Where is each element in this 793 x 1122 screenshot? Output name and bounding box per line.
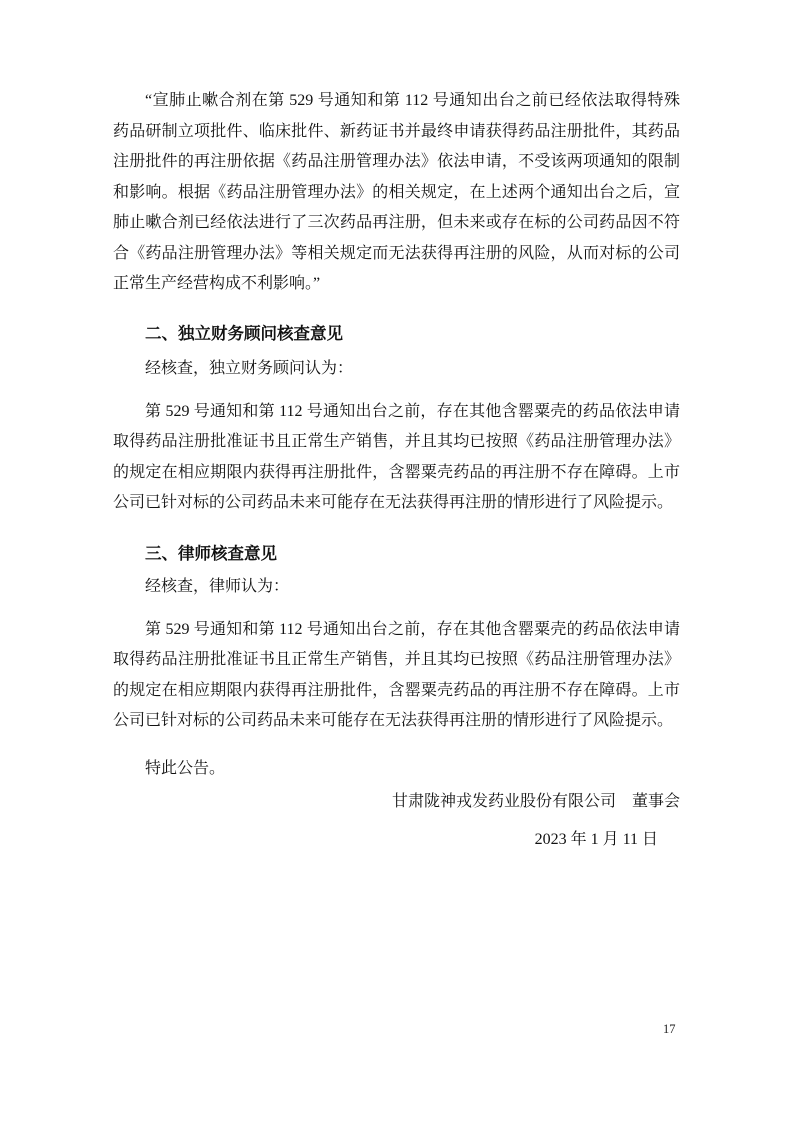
quoted-risk-paragraph <box>113 86 680 300</box>
text-line: 第 529 号通知和第 112 号通知出台之前，存在其他含罂粟壳的药品依法申请 <box>145 402 680 420</box>
text-line: 公司已针对标的公司药品未来可能存在无法获得再注册的情形进行了风险提示。 <box>113 494 674 511</box>
announcement-date: 2023 年 1 月 11 日 <box>534 830 658 848</box>
closing-statement: 特此公告。 <box>145 759 226 777</box>
text-line: 公司已针对标的公司药品未来可能存在无法获得再注册的情形进行了风险提示。 <box>113 712 674 729</box>
section-heading-lawyer-opinion: 三、律师核查意见 <box>145 544 277 563</box>
advisor-intro-line: 经核查，独立财务顾问认为： <box>145 360 354 377</box>
text-line: 注册批件的再注册依据《药品注册管理办法》依法申请，不受该两项通知的限制 <box>113 153 680 170</box>
text-line: 和影响。根据《药品注册管理办法》的相关规定，在上述两个通知出台之后，宣 <box>113 183 680 201</box>
text-line: 药品研制立项批件、临床批件、新药证书并最终申请获得药品注册批件，其药品 <box>113 122 680 140</box>
lawyer-intro-line: 经核查，律师认为： <box>145 578 290 595</box>
text-line: 正常生产经营构成不利影响。” <box>113 275 321 292</box>
text-line: “宣肺止嗽合剂在第 529 号通知和第 112 号通知出台之前已经依法取得特殊 <box>145 92 680 109</box>
section-heading-advisor-opinion: 二、独立财务顾问核查意见 <box>145 324 343 343</box>
text-line: 取得药品注册批准证书且正常生产销售，并且其均已按照《药品注册管理办法》 <box>113 433 680 450</box>
company-signature: 甘肃陇神戎发药业股份有限公司 董事会 <box>391 793 680 810</box>
lawyer-opinion-paragraph <box>113 615 680 737</box>
text-line: 的规定在相应期限内获得再注册批件，含罂粟壳药品的再注册不存在障碍。上市 <box>113 463 680 481</box>
text-line: 取得药品注册批准证书且正常生产销售，并且其均已按照《药品注册管理办法》 <box>113 651 680 668</box>
text-line: 第 529 号通知和第 112 号通知出台之前，存在其他含罂粟壳的药品依法申请 <box>145 620 680 638</box>
page-number: 17 <box>663 1022 676 1036</box>
text-line: 的规定在相应期限内获得再注册批件，含罂粟壳药品的再注册不存在障碍。上市 <box>113 681 680 699</box>
advisor-opinion-paragraph <box>113 397 680 519</box>
text-line: 肺止嗽合剂已经依法进行了三次药品再注册，但未来或存在标的公司药品因不符 <box>113 214 680 231</box>
page-content <box>113 86 680 855</box>
text-line: 合《药品注册管理办法》等相关规定而无法获得再注册的风险，从而对标的公司 <box>113 244 680 262</box>
